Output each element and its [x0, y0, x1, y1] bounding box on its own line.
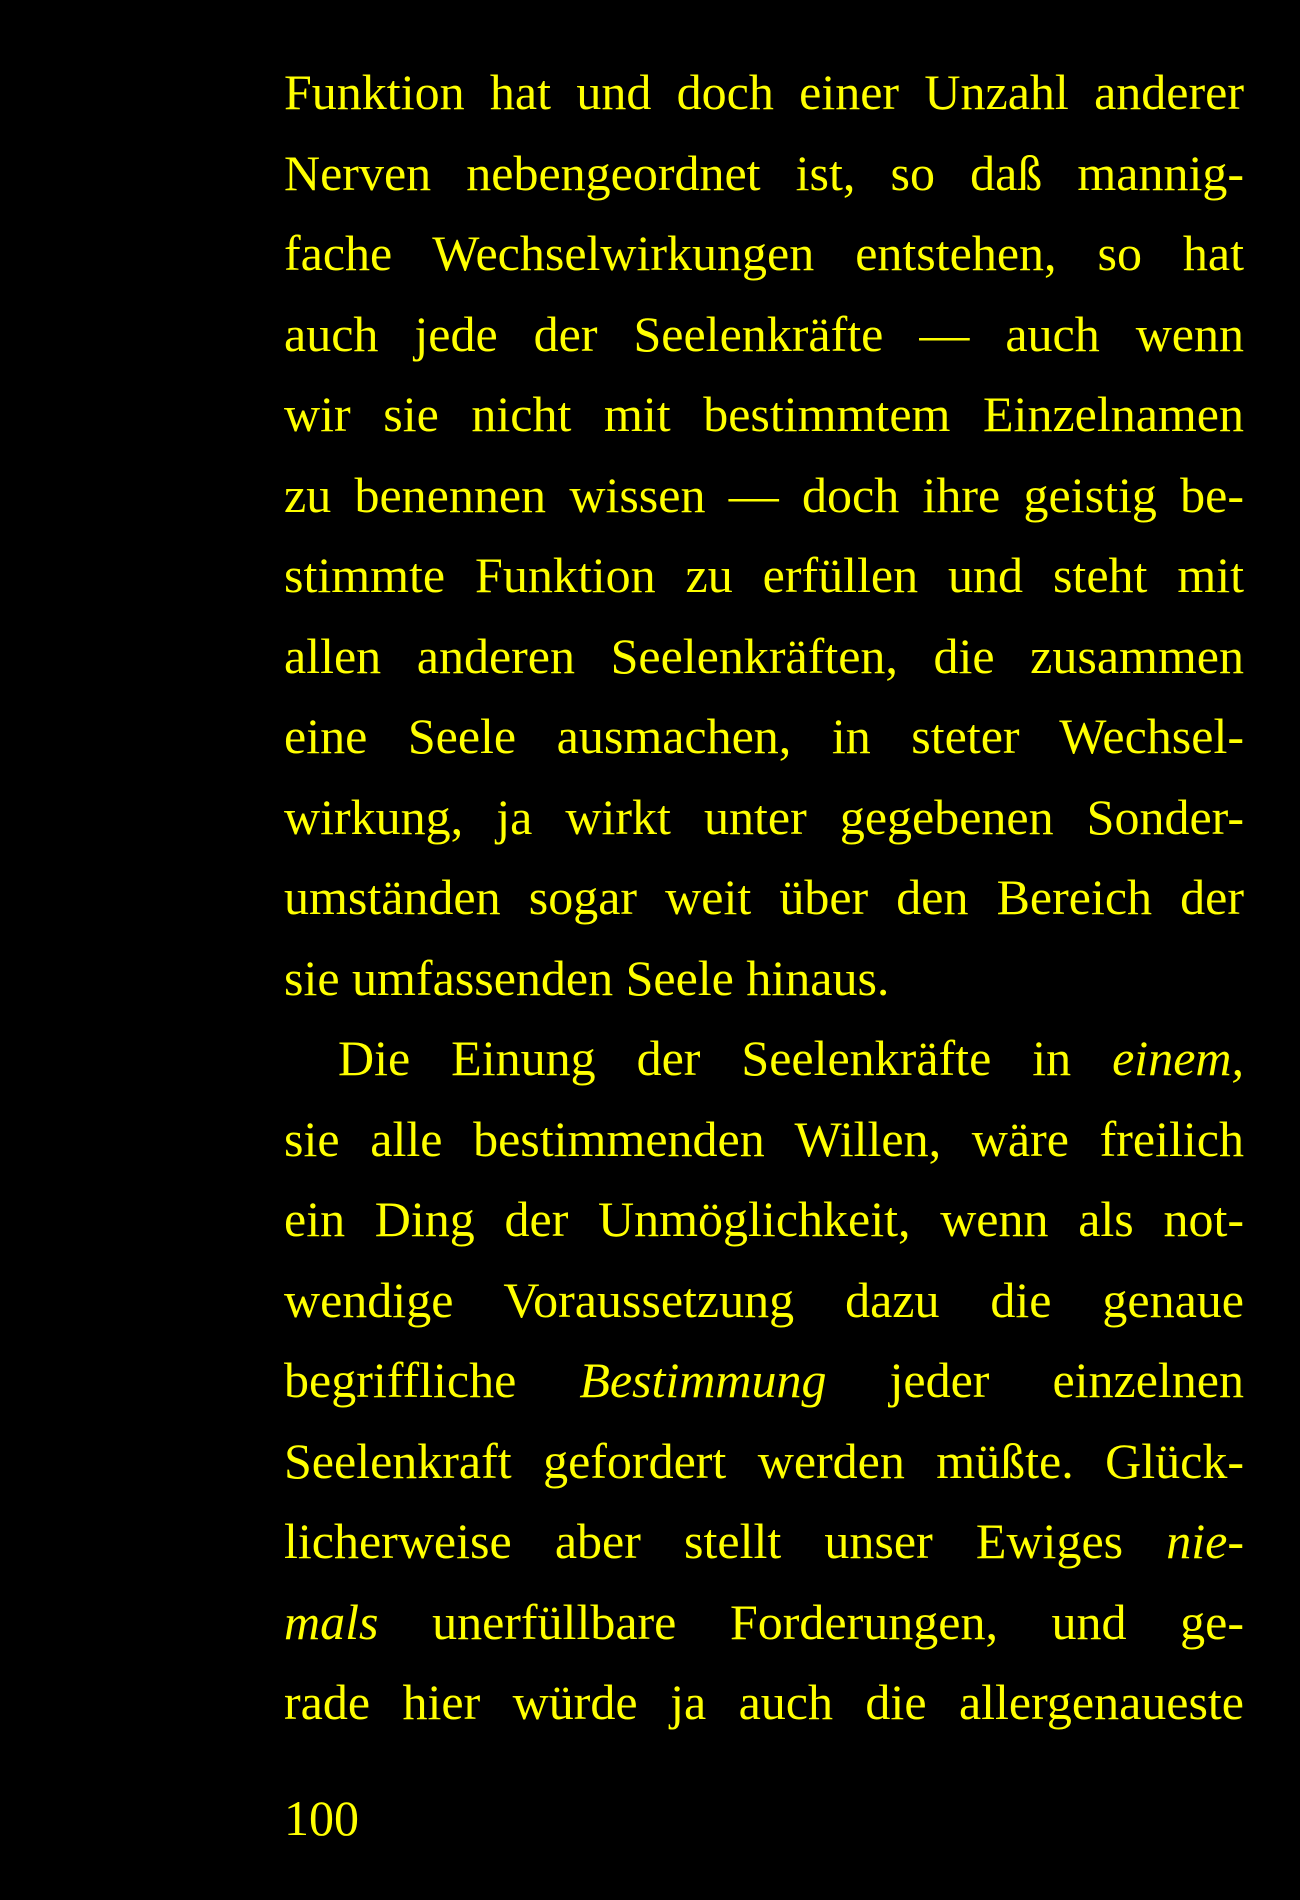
- text-line: umständen sogar weit über den Bereich der: [284, 869, 1244, 925]
- text-line: [284, 1582, 1244, 1663]
- italic-emphasis: nie-: [1166, 1513, 1244, 1569]
- text-run: jeder einzelnen: [826, 1352, 1244, 1408]
- text-line: zu benennen wissen — doch ihre geistig be-: [284, 466, 1244, 523]
- text-line: wendige Voraussetzung dazu die genaue: [284, 1271, 1244, 1328]
- text-line: wirkung, ja wirkt unter gegebenen Sonder-: [284, 788, 1244, 845]
- text-line: [284, 1340, 1244, 1421]
- paragraph-1: [284, 52, 1244, 1018]
- text-line: [284, 1501, 1244, 1582]
- text-line: eine Seele ausmachen, in steter Wechsel-: [284, 708, 1244, 764]
- text-line: allen anderen Seelenkräften, die zusammen: [284, 627, 1244, 684]
- text-line: auch jede der Seelenkräfte — auch wenn: [284, 305, 1244, 362]
- page-number: 100: [284, 1790, 359, 1846]
- text-run: unerfüllbare Forderungen, und ge-: [378, 1593, 1244, 1650]
- text-line: Funktion hat und doch einer Unzahl anderer: [284, 64, 1244, 120]
- text-run: begriffliche: [284, 1352, 580, 1408]
- text-line: stimmte Funktion zu erfüllen und steht mit: [284, 547, 1244, 603]
- text-line: sie umfassenden Seele hinaus.: [284, 949, 890, 1006]
- text-line: sie alle bestimmenden Willen, wäre freilich: [284, 1110, 1244, 1167]
- text-line: wir sie nicht mit bestimmtem Einzelnamen: [284, 386, 1244, 442]
- text-run: licherweise aber stellt unser Ewiges: [284, 1513, 1167, 1569]
- text-line: fache Wechselwirkungen entstehen, so hat: [284, 225, 1244, 281]
- italic-emphasis: mals: [284, 1593, 379, 1650]
- paragraph-2: [284, 1018, 1244, 1743]
- text-line: rade hier würde ja auch die allergenaueste: [284, 1674, 1244, 1730]
- text-line: [284, 1018, 1244, 1099]
- text-line: ein Ding der Unmöglichkeit, wenn als not-: [284, 1191, 1244, 1247]
- italic-emphasis: Bestimmung: [579, 1352, 827, 1408]
- text-run: Die Einung der Seelenkräfte in: [338, 1030, 1113, 1086]
- text-line: Nerven nebengeordnet ist, so daß mannig-: [284, 144, 1244, 201]
- text-line: Seelenkraft gefordert werden müßte. Glück-: [284, 1432, 1244, 1489]
- italic-emphasis: einem,: [1112, 1030, 1244, 1086]
- page-body-text: [284, 52, 1244, 1743]
